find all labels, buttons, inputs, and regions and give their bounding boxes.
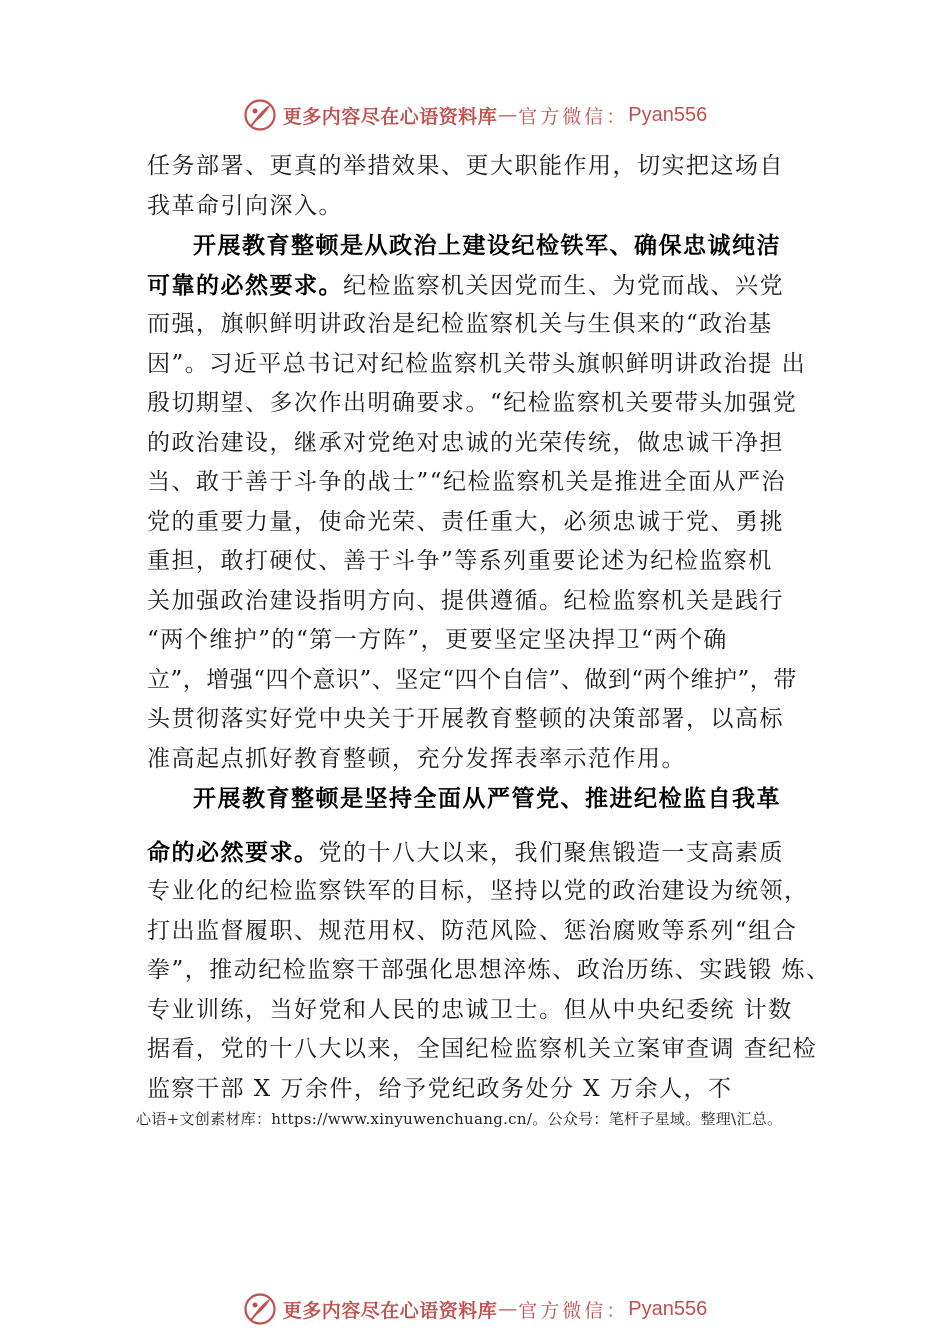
body-text: 纪检监察机关因党而生、为党而战、兴党 [343,272,784,299]
body-text: 据看，党的十八大以来，全国纪检监察机关立案审查调 查纪检 [147,1036,818,1062]
body-text: 而强，旗帜鲜明讲政治是纪检监察机关与生俱来的“政治基 [147,311,773,337]
footer-note: 心语+文创素材库：https://www.xinyuwenchuang.cn/。公众号：笔杆子星域。整理\汇总。 [136,1110,783,1128]
banner-wechat-id: Pyan556 [628,1297,708,1320]
text-line [147,187,837,227]
text-line [147,345,837,385]
banner-wechat-id: Pyan556 [628,103,708,126]
body-text: 党的重要力量，使命光荣、责任重大，必须忠诚于党、勇挑 [147,508,784,535]
text-line [147,872,837,912]
text-line [147,147,837,187]
text-line [147,621,837,661]
text-line [147,424,837,464]
text-line [147,305,837,345]
body-text: 党的十八大以来，我们聚焦锻造一支高素质 [318,839,784,866]
text-line [147,661,837,701]
body-text: 因”。习近平总书记对纪检监察机关带头旗帜鲜明讲政治提 出 [147,350,807,377]
body-text: 重担，敢打硬仗、善于斗争”等系列重要论述为纪检监察机 [147,548,773,574]
body-text: 当、敢于善于斗争的战士”“纪检监察机关是推进全面从严治 [147,469,787,495]
quill-logo-icon [243,1292,277,1326]
body-text: 头贯彻落实好党中央关于开展教育整顿的决策部署，以高标 [147,706,784,732]
body-text: 我革命引向深入。 [147,192,343,219]
text-line [147,463,837,503]
banner-dash: — [498,1298,518,1320]
body-text: “两个维护”的“第一方阵”，更要坚定坚决捍卫“两个确 [147,627,728,653]
body-text: 打出监督履职、规范用权、防范风险、惩治腐败等系列“组合 [147,917,798,944]
body-text: 任务部署、更真的举措效果、更大职能作用，切实把这场自 [147,153,784,179]
document-body [147,147,837,1109]
body-text: 的政治建设，继承对党绝对忠诚的光荣传统，做忠诚干净担 [147,429,784,456]
banner-wechat-label: 官方微信： [518,1299,629,1322]
text-line [147,226,837,266]
text-line [147,833,837,873]
text-line [147,266,837,306]
body-text: 准高起点抓好教育整顿，充分发挥表率示范作用。 [147,745,686,772]
bold-heading-text: 命的必然要求。 [147,838,319,866]
banner-dash: — [498,104,518,126]
banner-wechat-label: 官方微信： [518,105,629,128]
text-line [147,700,837,740]
bold-heading-text: 开展教育整顿是坚持全面从严管党、推进纪检监自我革 [193,785,781,812]
text-line [147,991,837,1031]
text-line [147,542,837,582]
text-line [147,384,837,424]
banner-title: 更多内容尽在心语资料库 [282,105,498,128]
text-line [147,1070,837,1110]
bold-heading-text: 可靠的必然要求。 [147,271,343,299]
text-line [147,740,837,780]
body-text: 关加强政治建设指明方向、提供遵循。纪检监察机关是践行 [147,587,784,614]
bold-heading-text: 开展教育整顿是从政治上建设纪检铁军、确保忠诚纯洁 [193,232,781,259]
body-text: 监察干部 X 万余件，给予党纪政务处分 X 万余人，不 [147,1075,733,1102]
body-text: 专业训练，当好党和人民的忠诚卫士。但从中央纪委统 计数 [147,996,793,1023]
text-line [147,951,837,991]
text-line [147,912,837,952]
footer-banner [0,1289,950,1329]
quill-logo-icon [243,98,277,132]
body-text: 专业化的纪检监察铁军的目标，坚持以党的政治建设为统领， [147,878,809,904]
text-line [147,503,837,543]
text-line [147,1030,837,1070]
text-line [147,582,837,622]
body-text: 立”，增强“四个意识”、坚定“四个自信”、做到“两个维护”，带 [147,666,797,693]
body-text: 拳”，推动纪检监察干部强化思想淬炼、政治历练、实践锻 炼、 [147,957,831,983]
header-banner [0,95,950,135]
text-line [147,779,837,819]
banner-title: 更多内容尽在心语资料库 [282,1299,498,1322]
body-text: 殷切期望、多次作出明确要求。“纪检监察机关要带头加强党 [147,390,798,416]
